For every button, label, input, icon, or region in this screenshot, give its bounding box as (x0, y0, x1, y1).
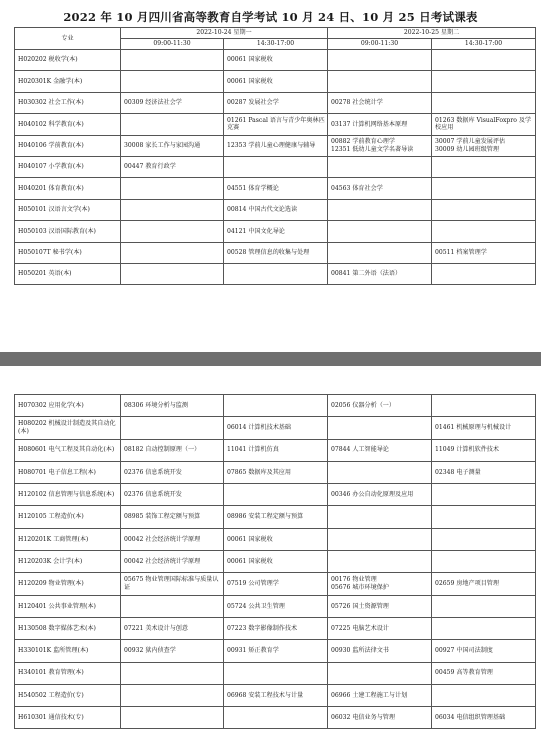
exam-cell (121, 178, 224, 199)
exam-cell (328, 484, 432, 506)
exam-cell (328, 71, 432, 92)
table-row (15, 178, 536, 199)
course-entry: 07225 电脑艺术设计 (331, 624, 389, 632)
exam-cell (328, 263, 432, 284)
exam-cell (121, 114, 224, 135)
major-name: H020202 税收学(本) (18, 56, 78, 64)
major-cell (15, 221, 121, 242)
exam-cell (224, 684, 328, 706)
table-row (15, 595, 536, 617)
exam-cell (328, 439, 432, 461)
page-divider (0, 352, 541, 366)
course-entry: 00042 社会经济统计学原理 (124, 557, 201, 565)
exam-cell (121, 156, 224, 177)
major-cell (15, 263, 121, 284)
course-entry: 12351 低幼儿童文学名著导读 (331, 145, 414, 153)
exam-cell (224, 506, 328, 528)
exam-cell (328, 114, 432, 135)
exam-cell (121, 662, 224, 684)
course-entry: 12353 学前儿童心理健康与辅导 (227, 141, 316, 149)
exam-cell (224, 662, 328, 684)
exam-cell (224, 707, 328, 729)
exam-cell (328, 178, 432, 199)
major-cell (15, 156, 121, 177)
table-row (15, 92, 536, 113)
major-cell (15, 662, 121, 684)
table-row (15, 662, 536, 684)
exam-cell (432, 221, 536, 242)
table-row (15, 263, 536, 284)
exam-cell (224, 417, 328, 439)
exam-cell (328, 707, 432, 729)
table-row (15, 484, 536, 506)
course-entry: 08985 装饰工程定额与预算 (124, 513, 201, 521)
major-name: H120201K 工商管理(本) (18, 535, 89, 543)
course-entry: 00882 学前教育心理学 (331, 138, 395, 146)
course-entry: 06966 土建工程施工与计划 (331, 691, 408, 699)
course-entry: 04121 中国文化导论 (227, 227, 285, 235)
course-entry: 06034 电信组织管理基础 (435, 714, 506, 721)
exam-cell (224, 71, 328, 92)
table-body (15, 395, 536, 729)
course-entry: 30007 学前儿童发展评估 (435, 138, 506, 146)
exam-cell (432, 595, 536, 617)
page-2 (0, 366, 541, 732)
exam-cell (121, 92, 224, 113)
course-entry: 00061 国家税收 (227, 56, 273, 64)
exam-cell (328, 395, 432, 417)
major-cell (15, 395, 121, 417)
table-row (15, 684, 536, 706)
major-name: H540502 工程造价(专) (18, 691, 84, 699)
course-entry: 02056 仪器分析（一） (331, 401, 395, 409)
table-row (15, 640, 536, 662)
exam-cell (224, 617, 328, 639)
exam-cell (432, 684, 536, 706)
course-entry: 02376 信息系统开发 (124, 468, 182, 476)
exam-cell (432, 263, 536, 284)
exam-cell (432, 50, 536, 71)
major-name: H080601 电气工程及其自动化(本) (18, 446, 115, 454)
exam-cell (121, 135, 224, 156)
course-entry: 02376 信息系统开发 (124, 491, 182, 499)
major-cell (15, 684, 121, 706)
exam-cell (432, 707, 536, 729)
course-entry: 08182 自动控制原理（一） (124, 446, 201, 454)
exam-cell (328, 92, 432, 113)
major-name: H040106 学前教育(本) (18, 141, 84, 149)
exam-cell (432, 461, 536, 483)
major-cell (15, 551, 121, 573)
exam-cell (328, 135, 432, 156)
major-name: H040102 科学教育(本) (18, 120, 84, 128)
exam-cell (224, 573, 328, 595)
course-entry: 00061 国家税收 (227, 535, 273, 543)
exam-cell (432, 242, 536, 263)
course-entry: 00061 国家税收 (227, 77, 273, 85)
course-entry: 06032 电信业务与管理 (331, 714, 395, 721)
exam-cell (224, 50, 328, 71)
course-entry: 00346 办公自动化原理及应用 (331, 491, 414, 499)
course-entry: 05726 国土资源管理 (331, 602, 389, 610)
exam-cell (121, 551, 224, 573)
exam-cell (328, 528, 432, 550)
exam-cell (328, 156, 432, 177)
exam-cell (432, 92, 536, 113)
time-slot-header: 14:30-17:00 (224, 39, 328, 50)
table-row (15, 417, 536, 439)
table-row (15, 506, 536, 528)
exam-cell (432, 528, 536, 550)
course-entry: 00932 狱内侦查学 (124, 647, 176, 655)
major-name: H330101K 监所管理(本) (18, 647, 89, 655)
exam-cell (432, 506, 536, 528)
major-cell (15, 199, 121, 220)
exam-cell (432, 439, 536, 461)
exam-cell (432, 662, 536, 684)
table-row (15, 707, 536, 729)
major-name: H020301K 金融学(本) (18, 77, 83, 85)
exam-cell (224, 640, 328, 662)
exam-cell (328, 461, 432, 483)
table-row (15, 221, 536, 242)
exam-cell (121, 707, 224, 729)
exam-cell (224, 551, 328, 573)
major-name: H080701 电子信息工程(本) (18, 468, 96, 476)
course-entry: 02348 电子测量 (435, 468, 481, 476)
table-row (15, 242, 536, 263)
course-entry: 01263 数据库 VisualFoxpro 及学校应用 (435, 116, 532, 132)
exam-cell (224, 439, 328, 461)
major-cell (15, 50, 121, 71)
course-entry: 04551 体育学概论 (227, 184, 279, 192)
major-cell (15, 484, 121, 506)
course-entry: 11041 计算机仿真 (227, 446, 279, 454)
exam-cell (328, 50, 432, 71)
course-entry: 05676 城市环境保护 (331, 584, 389, 592)
exam-cell (121, 71, 224, 92)
exam-cell (224, 242, 328, 263)
exam-cell (224, 114, 328, 135)
major-cell (15, 506, 121, 528)
exam-cell (432, 551, 536, 573)
day-header: 2022-10-24 星期一 (121, 28, 328, 39)
exam-cell (121, 528, 224, 550)
exam-cell (432, 178, 536, 199)
page-1 (0, 0, 541, 352)
exam-cell (121, 617, 224, 639)
exam-cell (224, 484, 328, 506)
exam-cell (224, 92, 328, 113)
table-row (15, 135, 536, 156)
course-entry: 00930 监所法律文书 (331, 647, 389, 655)
table-row (15, 528, 536, 550)
course-entry: 00278 社会统计学 (331, 99, 383, 107)
course-entry: 01461 机械原理与机械设计 (435, 424, 512, 432)
exam-cell (328, 199, 432, 220)
major-cell (15, 178, 121, 199)
major-name: H340101 教育管理(本) (18, 669, 84, 677)
exam-cell (328, 595, 432, 617)
exam-cell (224, 263, 328, 284)
table-row (15, 50, 536, 71)
exam-cell (224, 156, 328, 177)
table-row (15, 461, 536, 483)
major-name: H080202 机械设计制造及其自动化(本) (18, 420, 116, 435)
course-entry: 30009 幼儿园班级管理 (435, 145, 499, 153)
course-entry: 11049 计算机软件技术 (435, 446, 499, 454)
exam-cell (328, 506, 432, 528)
course-entry: 06968 安装工程技术与计量 (227, 691, 304, 699)
exam-cell (224, 528, 328, 550)
exam-cell (121, 484, 224, 506)
major-cell (15, 573, 121, 595)
course-entry: 00931 矫正教育学 (227, 647, 279, 655)
exam-cell (328, 684, 432, 706)
course-entry: 00528 管理信息的收集与处理 (227, 248, 310, 256)
course-entry: 00287 发展社会学 (227, 99, 279, 107)
course-entry: 03137 计算机网络基本原理 (331, 120, 408, 128)
exam-cell (121, 684, 224, 706)
major-name: H120401 公共事业管理(本) (18, 602, 96, 610)
course-entry: 05724 公共卫生管理 (227, 602, 285, 610)
exam-cell (328, 242, 432, 263)
exam-cell (432, 640, 536, 662)
exam-cell (432, 135, 536, 156)
exam-cell (328, 221, 432, 242)
exam-cell (224, 178, 328, 199)
exam-cell (121, 461, 224, 483)
exam-cell (121, 573, 224, 595)
course-entry: 01261 Pascal 语言与青少年奥林匹克赛 (227, 116, 325, 132)
course-entry: 00447 教育行政学 (124, 163, 176, 171)
exam-cell (121, 221, 224, 242)
major-name: H120105 工程造价(本) (18, 513, 84, 521)
course-entry: 06014 计算机技术基础 (227, 424, 291, 432)
major-name: H130508 数字媒体艺术(本) (18, 624, 96, 632)
course-entry: 07519 公司管理学 (227, 580, 279, 588)
exam-cell (224, 221, 328, 242)
course-entry: 07865 数据库及其应用 (227, 468, 291, 476)
schedule-table-1 (14, 27, 536, 285)
table-row (15, 439, 536, 461)
table-body (15, 50, 536, 285)
exam-cell (432, 114, 536, 135)
exam-cell (328, 417, 432, 439)
exam-cell (224, 395, 328, 417)
exam-cell (432, 573, 536, 595)
major-name: H120203K 会计学(本) (18, 557, 83, 565)
major-name: H030302 社会工作(本) (18, 99, 84, 107)
exam-cell (121, 640, 224, 662)
exam-cell (328, 662, 432, 684)
exam-cell (432, 395, 536, 417)
exam-cell (432, 417, 536, 439)
table-row (15, 156, 536, 177)
table-row (15, 199, 536, 220)
course-entry: 00841 第二外语（法语） (331, 270, 402, 278)
table-row (15, 551, 536, 573)
course-entry: 00061 国家税收 (227, 557, 273, 565)
table-row (15, 617, 536, 639)
exam-cell (224, 199, 328, 220)
course-entry: 00459 高等教育管理 (435, 669, 493, 677)
course-entry: 00814 中国古代文论选读 (227, 206, 298, 214)
exam-cell (121, 395, 224, 417)
course-entry: 00176 物业管理 (331, 576, 377, 584)
exam-cell (121, 506, 224, 528)
course-entry: 00511 档案管理学 (435, 248, 487, 256)
major-name: H610301 通信技术(专) (18, 714, 84, 721)
course-entry: 05675 物业管理国际标准与质量认证 (124, 576, 219, 592)
exam-cell (432, 71, 536, 92)
exam-cell (224, 595, 328, 617)
major-name: H040107 小学教育(本) (18, 163, 84, 171)
major-name: H120209 物业管理(本) (18, 580, 84, 588)
major-cell (15, 595, 121, 617)
major-name: H120102 信息管理与信息系统(本) (18, 491, 115, 499)
major-cell (15, 71, 121, 92)
exam-cell (432, 199, 536, 220)
major-name: H050201 英语(本) (18, 270, 72, 278)
major-cell (15, 92, 121, 113)
table-row (15, 114, 536, 135)
major-cell (15, 528, 121, 550)
major-cell (15, 417, 121, 439)
major-cell (15, 114, 121, 135)
exam-cell (121, 199, 224, 220)
major-cell (15, 439, 121, 461)
major-name: H050107T 秘书学(本) (18, 248, 82, 256)
exam-cell (121, 417, 224, 439)
major-cell (15, 242, 121, 263)
major-cell (15, 461, 121, 483)
exam-cell (121, 263, 224, 284)
exam-cell (432, 156, 536, 177)
major-name: H070302 应用化学(本) (18, 401, 84, 409)
time-slot-header: 09:00-11:30 (328, 39, 432, 50)
exam-cell (432, 617, 536, 639)
day-header: 2022-10-25 星期二 (328, 28, 536, 39)
exam-cell (121, 595, 224, 617)
exam-cell (224, 461, 328, 483)
course-entry: 00309 经济法社会学 (124, 99, 182, 107)
course-entry: 08306 环境分析与监测 (124, 401, 188, 409)
exam-cell (328, 640, 432, 662)
major-cell (15, 707, 121, 729)
course-entry: 02659 房地产项目管理 (435, 580, 499, 588)
table-row (15, 71, 536, 92)
major-name: H050101 汉语言文学(本) (18, 206, 90, 214)
major-name: H050103 汉语国际教育(本) (18, 227, 96, 235)
exam-cell (121, 439, 224, 461)
major-name: H040201 体育教育(本) (18, 184, 84, 192)
course-entry: 07844 人工智能导论 (331, 446, 389, 454)
schedule-table-2 (14, 394, 536, 729)
exam-cell (432, 484, 536, 506)
major-cell (15, 135, 121, 156)
course-entry: 07221 美术设计与创意 (124, 624, 188, 632)
course-entry: 00042 社会经济统计学原理 (124, 535, 201, 543)
exam-cell (121, 50, 224, 71)
exam-cell (328, 573, 432, 595)
course-entry: 07223 数字影像制作技术 (227, 624, 298, 632)
table-header (15, 28, 536, 50)
table-row (15, 573, 536, 595)
exam-cell (328, 551, 432, 573)
page-title: 2022 年 10 月四川省高等教育自学考试 10 月 24 日、10 月 25 日考试课表 (63, 10, 478, 24)
major-header: 专业 (15, 28, 121, 50)
exam-cell (328, 617, 432, 639)
table-row (15, 395, 536, 417)
major-cell (15, 640, 121, 662)
exam-cell (121, 242, 224, 263)
time-slot-header: 14:30-17:00 (432, 39, 536, 50)
time-slot-header: 09:00-11:30 (121, 39, 224, 50)
course-entry: 04563 体育社会学 (331, 184, 383, 192)
exam-cell (224, 135, 328, 156)
course-entry: 30008 家长工作与家园沟通 (124, 141, 201, 149)
major-cell (15, 617, 121, 639)
course-entry: 00927 中国司法制度 (435, 647, 493, 655)
course-entry: 08986 安装工程定额与预算 (227, 513, 304, 521)
